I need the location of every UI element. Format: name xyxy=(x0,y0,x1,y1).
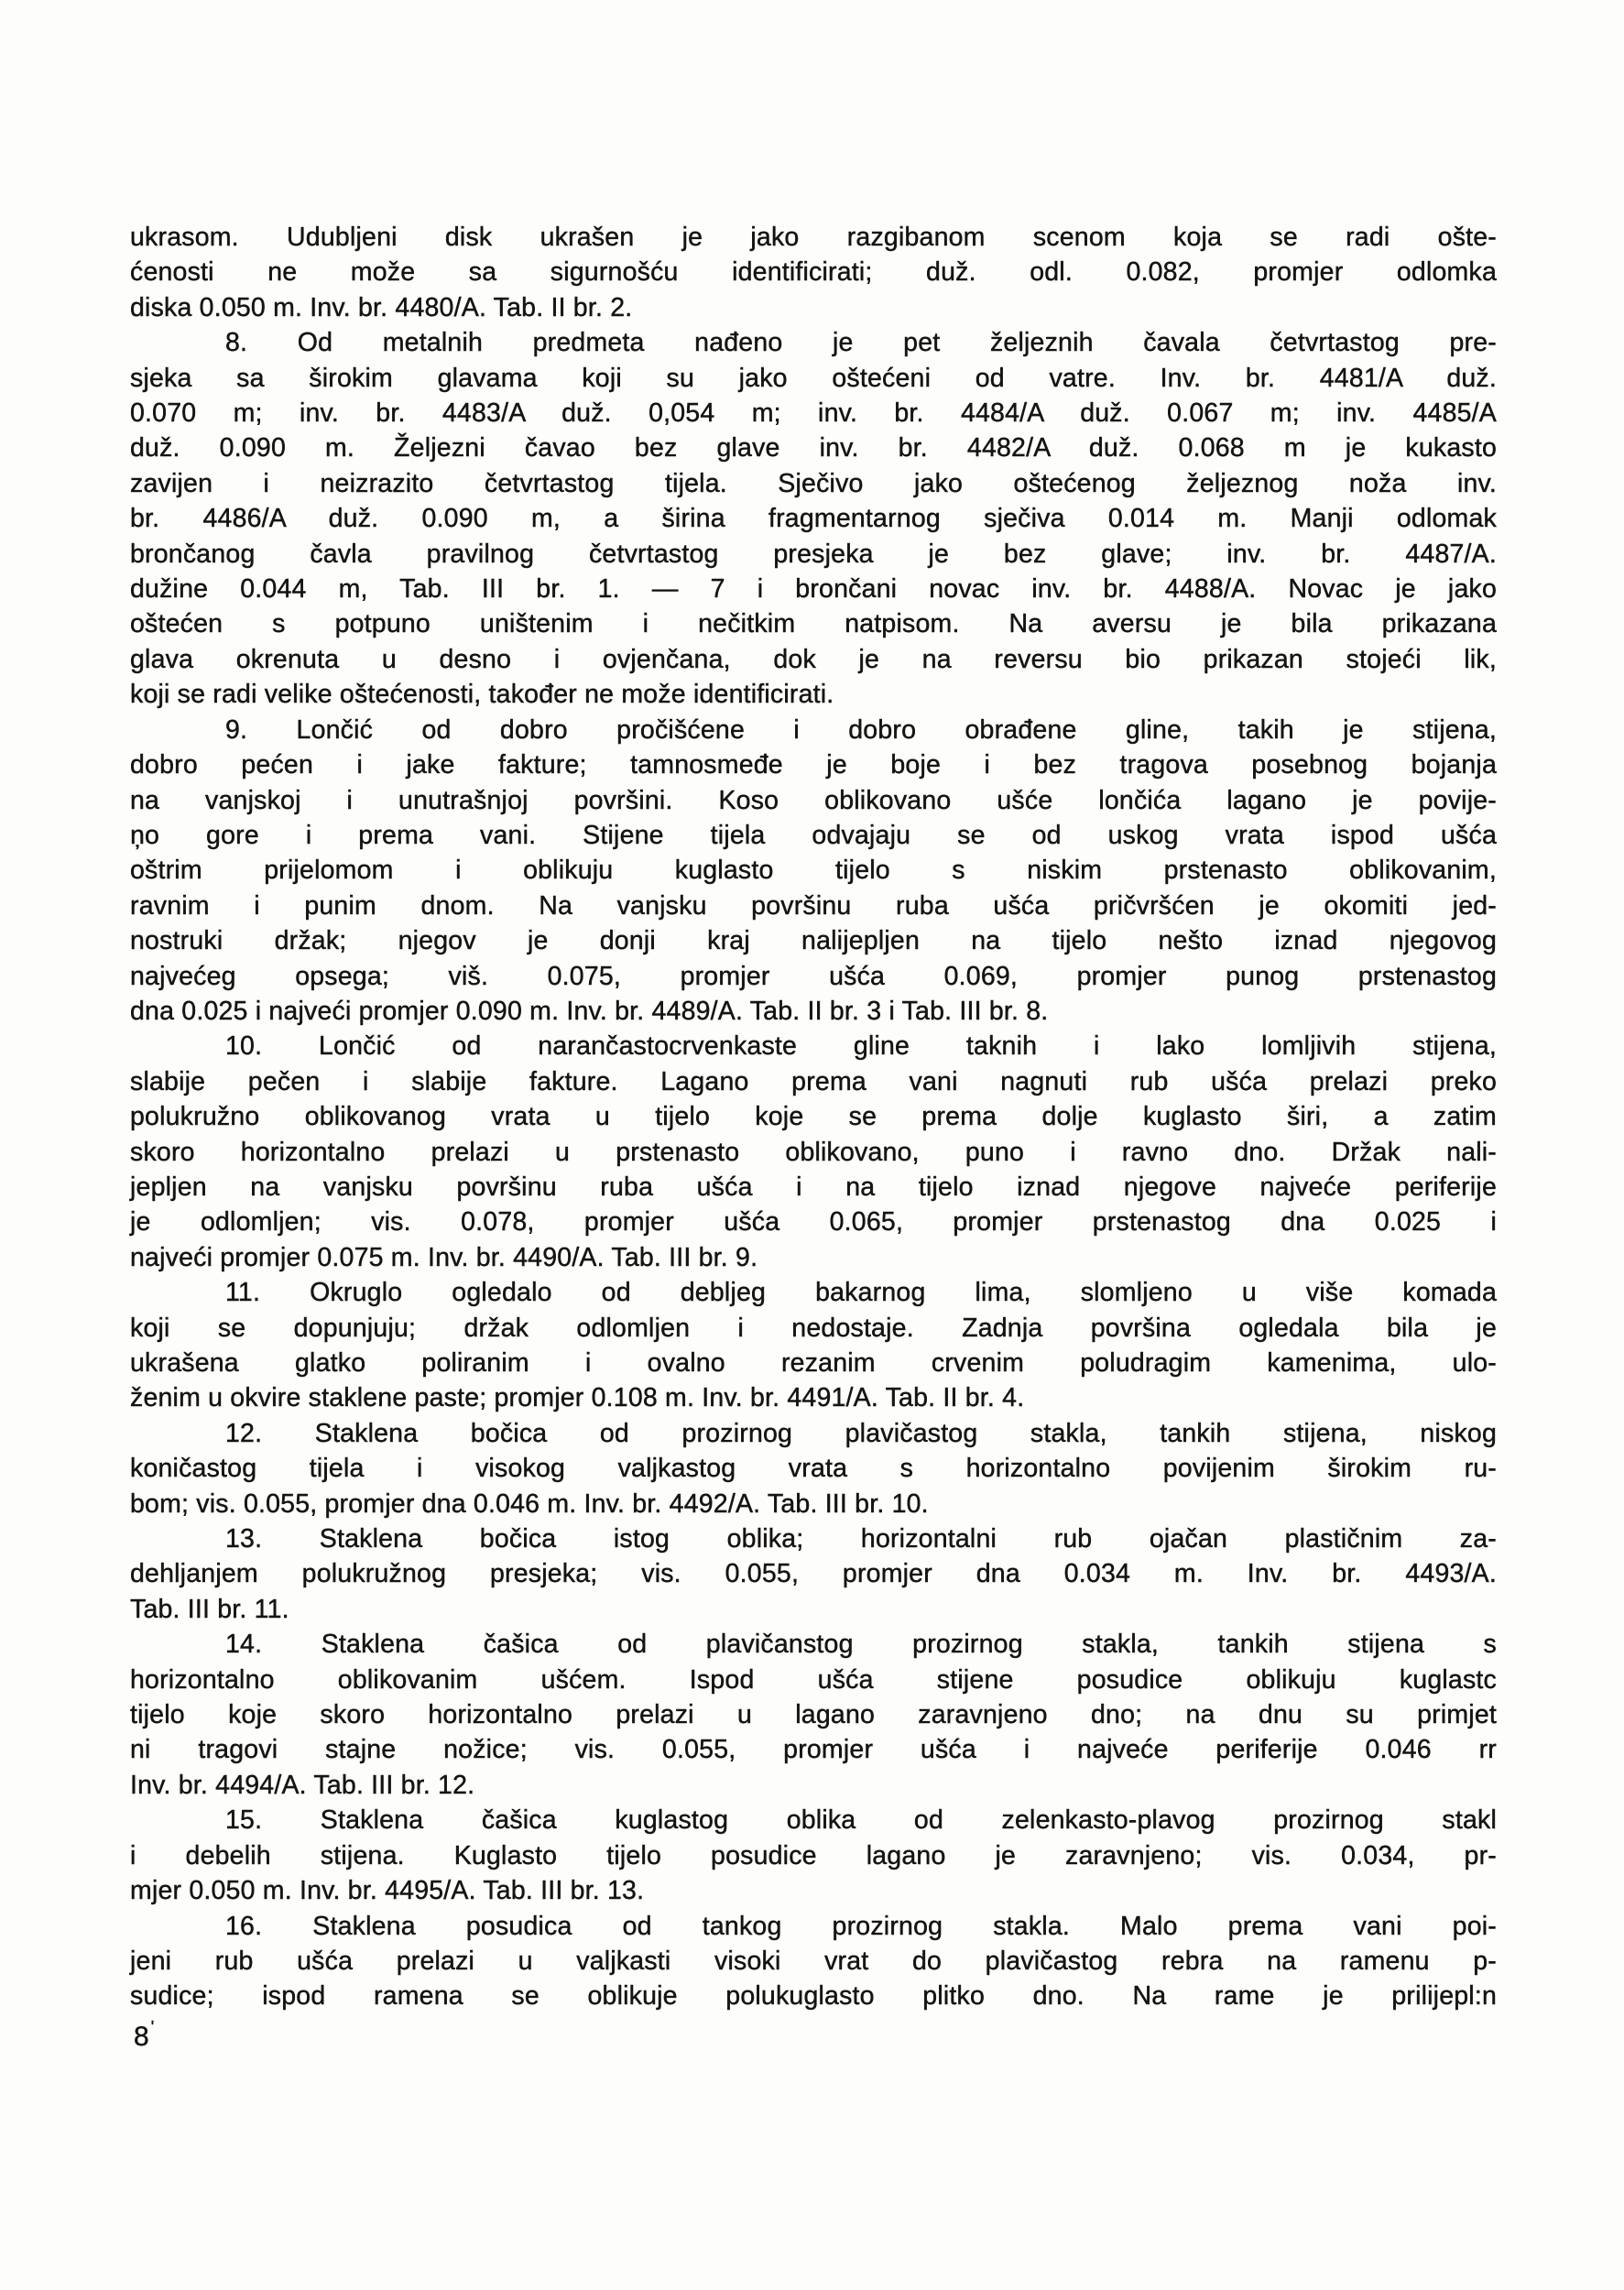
text-line: jeni rub ušća prelazi u valjkasti visoki vrat do plavičastog rebra na ramenu p- xyxy=(130,1946,1497,1976)
paragraph xyxy=(130,1627,1497,1803)
text-block xyxy=(130,220,1497,2014)
text-line: glava okrenuta u desno i ovjenčana, dok je na reversu bio prikazan stojeći lik, xyxy=(130,644,1497,674)
text-line: jepljen na vanjsku površinu ruba ušća i na tijelo iznad njegove najveće periferije xyxy=(130,1172,1497,1202)
text-line: ņo gore i prema vani. Stijene tijela odvajaju se od uskog vrata ispod ušća xyxy=(130,820,1497,850)
text-line: brončanog čavla pravilnog četvrtastog presjeka je bez glave; inv. br. 4487/A. xyxy=(130,539,1497,569)
text-line: zavijen i neizrazito četvrtastog tijela. Sječivo jako oštećenog željeznog noža inv. xyxy=(130,468,1497,498)
text-line: 15. Staklena čašica kuglastog oblika od zelenkasto-plavog prozirnog stakl xyxy=(225,1805,1497,1836)
text-line: 11. Okruglo ogledalo od debljeg bakarnog lima, slomljeno u više komada xyxy=(225,1278,1497,1308)
text-line: ni tragovi stajne nožice; vis. 0.055, promjer ušća i najveće periferije 0.046 rr xyxy=(130,1735,1497,1765)
paragraph xyxy=(130,1909,1497,2014)
text-line: 13. Staklena bočica istog oblika; horizontalni rub ojačan plastičnim za- xyxy=(225,1524,1497,1554)
text-line: duž. 0.090 m. Željezni čavao bez glave inv. br. 4482/A duž. 0.068 m je kukasto xyxy=(130,433,1497,463)
text-line: skoro horizontalno prelazi u prstenasto oblikovano, puno i ravno dno. Držak nali- xyxy=(130,1137,1497,1167)
text-line: ženim u okvire staklene paste; promjer 0.108 m. Inv. br. 4491/A. Tab. II br. 4. xyxy=(130,1383,1025,1413)
paragraph xyxy=(130,1803,1497,1908)
text-line: Tab. III br. 11. xyxy=(130,1594,289,1624)
text-line: sudice; ispod ramena se oblikuje polukuglasto plitko dno. Na rame je prilijepl:n xyxy=(130,1981,1497,2012)
text-line: najvećeg opsega; viš. 0.075, promjer ušća 0.069, promjer punog prstenastog xyxy=(130,961,1497,991)
text-line: 9. Lončić od dobro pročišćene i dobro obrađene gline, takih je stijena, xyxy=(225,714,1497,745)
text-line: ravnim i punim dnom. Na vanjsku površinu ruba ušća pričvršćen je okomiti jed- xyxy=(130,890,1497,921)
text-line: dna 0.025 i najveći promjer 0.090 m. Inv. br. 4489/A. Tab. II br. 3 i Tab. III br. 8. xyxy=(130,996,1049,1026)
paragraph xyxy=(130,1416,1497,1521)
text-line: dehljanjem polukružnog presjeka; vis. 0.055, promjer dna 0.034 m. Inv. br. 4493/A. xyxy=(130,1559,1497,1589)
text-line: dužine 0.044 m, Tab. III br. 1. — 7 i brončani novac inv. br. 4488/A. Novac je jako xyxy=(130,574,1497,605)
text-line: koničastog tijela i visokog valjkastog vrata s horizontalno povijenim širokim ru- xyxy=(130,1454,1497,1484)
text-line: nostruki držak; njegov je donji kraj nalijepljen na tijelo nešto iznad njegovog xyxy=(130,926,1497,956)
text-line: ćenosti ne može sa sigurnošću identificirati; duž. odl. 0.082, promjer odlomka xyxy=(130,257,1497,288)
text-line: oštećen s potpuno uništenim i nečitkim natpisom. Na aversu je bila prikazana xyxy=(130,609,1497,639)
paragraph xyxy=(130,713,1497,1030)
text-line: 0.070 m; inv. br. 4483/A duž. 0,054 m; inv. br. 4484/A duž. 0.067 m; inv. 4485/A xyxy=(130,398,1497,429)
text-line: ukrasom. Udubljeni disk ukrašen je jako razgibanom scenom koja se radi ošte- xyxy=(130,223,1497,252)
text-line: tijelo koje skoro horizontalno prelazi u lagano zaravnjeno dno; na dnu su primjet xyxy=(130,1700,1497,1730)
text-line: diska 0.050 m. Inv. br. 4480/A. Tab. II br. 2. xyxy=(130,292,633,322)
text-line: i debelih stijena. Kuglasto tijelo posudice lagano je zaravnjeno; vis. 0.034, pr- xyxy=(130,1840,1497,1870)
text-line: oštrim prijelomom i oblikuju kuglasto tijelo s niskim prstenasto oblikovanim, xyxy=(130,856,1497,886)
text-line: br. 4486/A duž. 0.090 m, a širina fragmentarnog sječiva 0.014 m. Manji odlomak xyxy=(130,504,1497,534)
text-line: Inv. br. 4494/A. Tab. III br. 12. xyxy=(130,1770,475,1800)
text-line: 12. Staklena bočica od prozirnog plavičastog stakla, tankih stijena, niskog xyxy=(225,1418,1497,1448)
text-line: polukružno oblikovanog vrata u tijelo koje se prema dolje kuglasto širi, a zatim xyxy=(130,1102,1497,1132)
text-line: dobro pećen i jake fakture; tamnosmeđe je boje i bez tragova posebnog bojanja xyxy=(130,750,1497,780)
text-line: sjeka sa širokim glavama koji su jako oštećeni od vatre. Inv. br. 4481/A duž. xyxy=(130,363,1497,393)
text-line: najveći promjer 0.075 m. Inv. br. 4490/A. Tab. III br. 9. xyxy=(130,1242,758,1272)
text-line: ukrašena glatko poliranim i ovalno rezanim crvenim poludragim kamenima, ulo- xyxy=(130,1348,1497,1378)
text-line: 10. Lončić od narančastocrvenkaste gline taknih i lako lomljivih stijena, xyxy=(225,1031,1497,1062)
text-line: horizontalno oblikovanim ušćem. Ispod ušća stijene posudice oblikuju kuglastc xyxy=(130,1664,1497,1695)
page-number xyxy=(134,2012,154,2053)
text-line: slabije pečen i slabije fakture. Lagano prema vani nagnuti rub ušća prelazi preko xyxy=(130,1066,1497,1096)
text-line: koji se dopunjuju; držak odlomljen i nedostaje. Zadnja površina ogledala bila je xyxy=(130,1313,1497,1343)
paragraph xyxy=(130,325,1497,712)
text-line: 14. Staklena čašica od plavičanstog prozirnog stakla, tankih stijena s xyxy=(225,1630,1497,1660)
scan-artifact-mark: ' xyxy=(150,2018,155,2036)
text-line: 8. Od metalnih predmeta nađeno je pet željeznih čavala četvrtastog pre- xyxy=(225,328,1497,358)
paragraph xyxy=(130,1275,1497,1416)
paragraph xyxy=(130,220,1497,325)
text-line: na vanjskoj i unutrašnjoj površini. Koso oblikovano ušće lončića lagano je povije- xyxy=(130,785,1497,815)
text-line: 16. Staklena posudica od tankog prozirnog stakla. Malo prema vani poi- xyxy=(225,1911,1497,1941)
paragraph xyxy=(130,1029,1497,1275)
page-number-value: 8 xyxy=(134,2022,149,2052)
text-line: bom; vis. 0.055, promjer dna 0.046 m. Inv. br. 4492/A. Tab. III br. 10. xyxy=(130,1488,929,1519)
text-line: koji se radi velike oštećenosti, također ne može identificirati. xyxy=(130,680,834,710)
text-line: mjer 0.050 m. Inv. br. 4495/A. Tab. III br. 13. xyxy=(130,1876,645,1906)
paragraph xyxy=(130,1521,1497,1627)
text-line: je odlomljen; vis. 0.078, promjer ušća 0.065, promjer prstenastog dna 0.025 i xyxy=(130,1207,1497,1238)
